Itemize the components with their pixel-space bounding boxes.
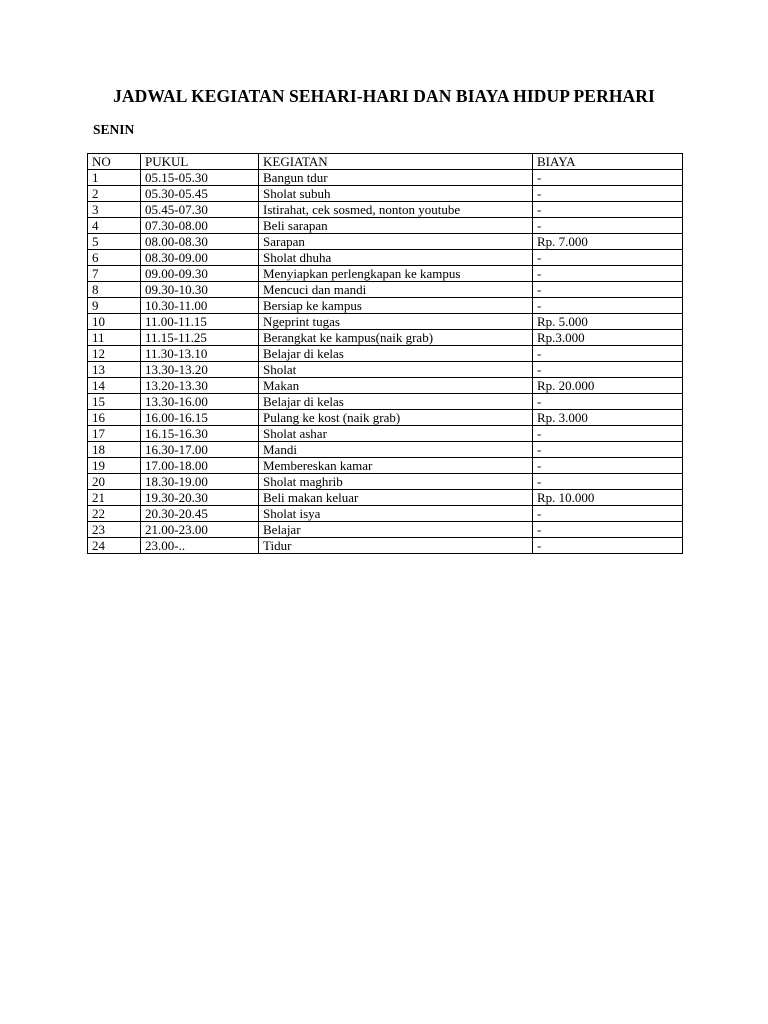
cell-biaya: Rp.3.000 — [533, 330, 683, 346]
cell-pukul: 16.30-17.00 — [141, 442, 259, 458]
cell-pukul: 11.30-13.10 — [141, 346, 259, 362]
cell-pukul: 13.20-13.30 — [141, 378, 259, 394]
table-row — [88, 410, 683, 426]
table-row — [88, 234, 683, 250]
cell-biaya: - — [533, 266, 683, 282]
cell-biaya: Rp. 3.000 — [533, 410, 683, 426]
table-row — [88, 458, 683, 474]
cell-kegiatan: Sarapan — [259, 234, 533, 250]
cell-no: 4 — [88, 218, 141, 234]
cell-no: 1 — [88, 170, 141, 186]
table-row — [88, 346, 683, 362]
cell-pukul: 19.30-20.30 — [141, 490, 259, 506]
cell-kegiatan: Belajar di kelas — [259, 346, 533, 362]
table-row — [88, 266, 683, 282]
cell-biaya: Rp. 7.000 — [533, 234, 683, 250]
cell-pukul: 13.30-16.00 — [141, 394, 259, 410]
day-label: SENIN — [93, 122, 135, 137]
cell-pukul: 17.00-18.00 — [141, 458, 259, 474]
cell-biaya: - — [533, 458, 683, 474]
cell-pukul: 11.00-11.15 — [141, 314, 259, 330]
cell-no: 7 — [88, 266, 141, 282]
cell-kegiatan: Membereskan kamar — [259, 458, 533, 474]
cell-no: 20 — [88, 474, 141, 490]
cell-pukul: 05.45-07.30 — [141, 202, 259, 218]
cell-pukul: 16.00-16.15 — [141, 410, 259, 426]
table-row — [88, 250, 683, 266]
cell-no: 6 — [88, 250, 141, 266]
table-row — [88, 474, 683, 490]
table-header-row — [88, 154, 683, 170]
page-title: JADWAL KEGIATAN SEHARI-HARI DAN BIAYA HIDUP PERHARI — [113, 86, 655, 106]
table-row — [88, 330, 683, 346]
cell-biaya: - — [533, 202, 683, 218]
cell-kegiatan: Makan — [259, 378, 533, 394]
cell-biaya: - — [533, 362, 683, 378]
cell-biaya: - — [533, 170, 683, 186]
table-row — [88, 490, 683, 506]
header-pukul: PUKUL — [141, 154, 259, 170]
table-row — [88, 202, 683, 218]
table-row — [88, 282, 683, 298]
cell-biaya: - — [533, 426, 683, 442]
cell-biaya: - — [533, 250, 683, 266]
cell-pukul: 09.00-09.30 — [141, 266, 259, 282]
cell-kegiatan: Beli makan keluar — [259, 490, 533, 506]
cell-biaya: Rp. 5.000 — [533, 314, 683, 330]
cell-pukul: 09.30-10.30 — [141, 282, 259, 298]
cell-kegiatan: Belajar — [259, 522, 533, 538]
cell-no: 23 — [88, 522, 141, 538]
table-row — [88, 426, 683, 442]
table-row — [88, 378, 683, 394]
table-row — [88, 218, 683, 234]
cell-pukul: 16.15-16.30 — [141, 426, 259, 442]
table-row — [88, 314, 683, 330]
cell-no: 8 — [88, 282, 141, 298]
cell-kegiatan: Sholat maghrib — [259, 474, 533, 490]
cell-pukul: 05.15-05.30 — [141, 170, 259, 186]
cell-biaya: Rp. 20.000 — [533, 378, 683, 394]
cell-kegiatan: Sholat dhuha — [259, 250, 533, 266]
cell-biaya: - — [533, 522, 683, 538]
cell-no: 24 — [88, 538, 141, 554]
cell-pukul: 07.30-08.00 — [141, 218, 259, 234]
schedule-body — [88, 170, 683, 554]
cell-kegiatan: Tidur — [259, 538, 533, 554]
cell-biaya: - — [533, 506, 683, 522]
cell-biaya: - — [533, 394, 683, 410]
table-row — [88, 170, 683, 186]
cell-no: 9 — [88, 298, 141, 314]
cell-no: 11 — [88, 330, 141, 346]
cell-biaya: - — [533, 298, 683, 314]
cell-pukul: 05.30-05.45 — [141, 186, 259, 202]
header-no: NO — [88, 154, 141, 170]
cell-pukul: 08.30-09.00 — [141, 250, 259, 266]
cell-no: 21 — [88, 490, 141, 506]
cell-kegiatan: Beli sarapan — [259, 218, 533, 234]
cell-no: 3 — [88, 202, 141, 218]
cell-pukul: 21.00-23.00 — [141, 522, 259, 538]
cell-kegiatan: Sholat — [259, 362, 533, 378]
table-row — [88, 362, 683, 378]
cell-no: 5 — [88, 234, 141, 250]
cell-pukul: 11.15-11.25 — [141, 330, 259, 346]
cell-no: 12 — [88, 346, 141, 362]
table-row — [88, 506, 683, 522]
cell-no: 15 — [88, 394, 141, 410]
cell-kegiatan: Bangun tdur — [259, 170, 533, 186]
cell-biaya: - — [533, 474, 683, 490]
cell-biaya: - — [533, 282, 683, 298]
cell-no: 10 — [88, 314, 141, 330]
table-row — [88, 394, 683, 410]
cell-kegiatan: Ngeprint tugas — [259, 314, 533, 330]
table-row — [88, 522, 683, 538]
cell-pukul: 10.30-11.00 — [141, 298, 259, 314]
cell-pukul: 23.00-.. — [141, 538, 259, 554]
cell-kegiatan: Mandi — [259, 442, 533, 458]
cell-no: 22 — [88, 506, 141, 522]
cell-biaya: - — [533, 218, 683, 234]
schedule-table — [87, 153, 683, 554]
table-row — [88, 442, 683, 458]
cell-pukul: 20.30-20.45 — [141, 506, 259, 522]
cell-kegiatan: Mencuci dan mandi — [259, 282, 533, 298]
cell-biaya: Rp. 10.000 — [533, 490, 683, 506]
cell-pukul: 13.30-13.20 — [141, 362, 259, 378]
cell-no: 16 — [88, 410, 141, 426]
cell-kegiatan: Bersiap ke kampus — [259, 298, 533, 314]
cell-no: 14 — [88, 378, 141, 394]
cell-kegiatan: Sholat subuh — [259, 186, 533, 202]
cell-no: 2 — [88, 186, 141, 202]
cell-no: 17 — [88, 426, 141, 442]
table-row — [88, 538, 683, 554]
cell-pukul: 18.30-19.00 — [141, 474, 259, 490]
cell-pukul: 08.00-08.30 — [141, 234, 259, 250]
cell-biaya: - — [533, 442, 683, 458]
cell-no: 19 — [88, 458, 141, 474]
cell-no: 13 — [88, 362, 141, 378]
cell-kegiatan: Menyiapkan perlengkapan ke kampus — [259, 266, 533, 282]
cell-biaya: - — [533, 186, 683, 202]
table-row — [88, 186, 683, 202]
cell-kegiatan: Pulang ke kost (naik grab) — [259, 410, 533, 426]
cell-no: 18 — [88, 442, 141, 458]
header-kegiatan: KEGIATAN — [259, 154, 533, 170]
cell-kegiatan: Sholat isya — [259, 506, 533, 522]
cell-kegiatan: Belajar di kelas — [259, 394, 533, 410]
table-row — [88, 298, 683, 314]
cell-kegiatan: Sholat ashar — [259, 426, 533, 442]
header-biaya: BIAYA — [533, 154, 683, 170]
cell-biaya: - — [533, 538, 683, 554]
cell-biaya: - — [533, 346, 683, 362]
cell-kegiatan: Berangkat ke kampus(naik grab) — [259, 330, 533, 346]
cell-kegiatan: Istirahat, cek sosmed, nonton youtube — [259, 202, 533, 218]
